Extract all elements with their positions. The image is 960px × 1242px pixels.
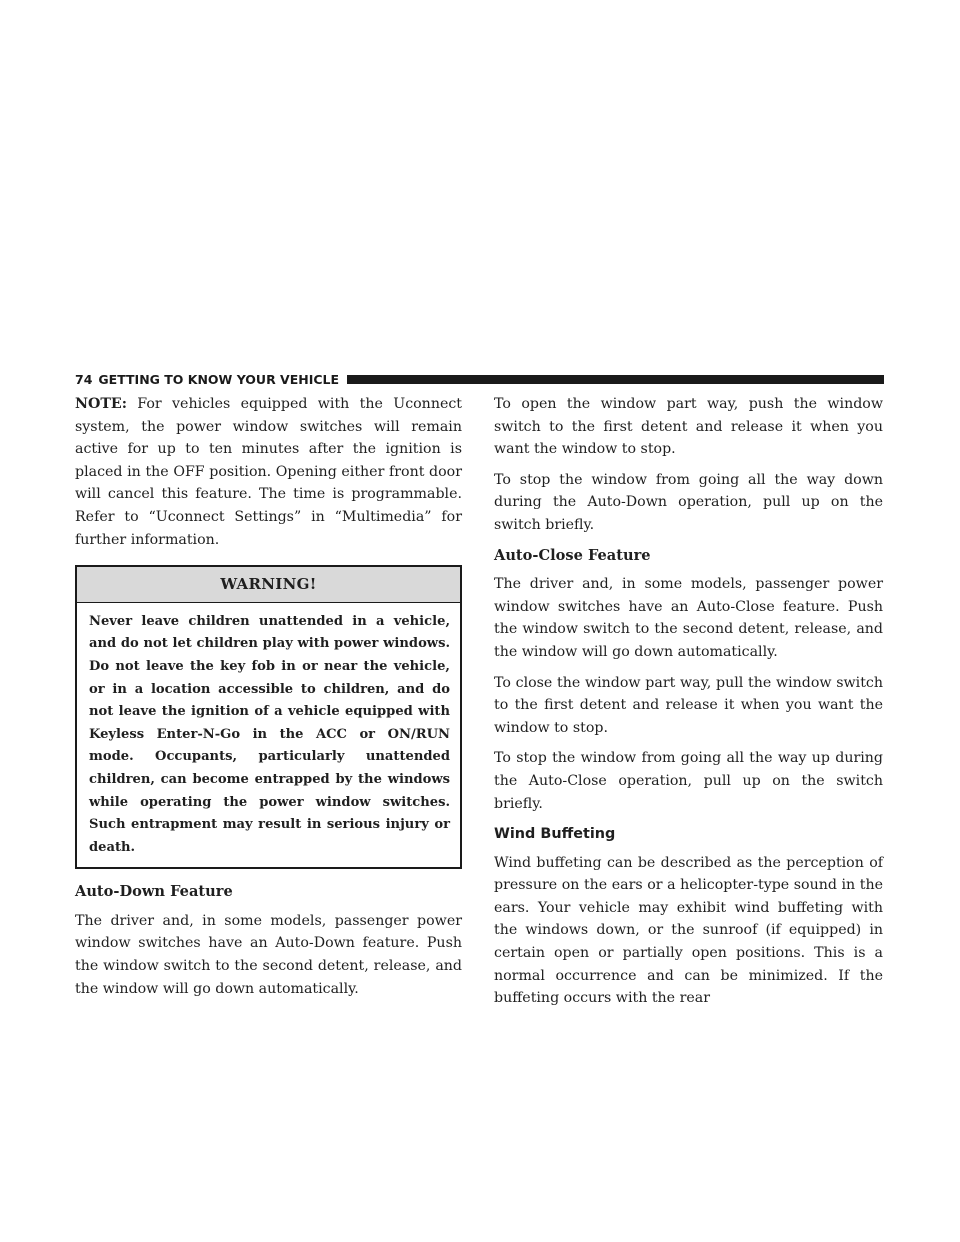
right-column bbox=[494, 393, 883, 1018]
stop-up-paragraph: To stop the window from going all the way up during the Auto-Close operation, pull up on the switch briefly. bbox=[494, 750, 883, 812]
close-part-way-paragraph: To close the window part way, pull the window switch to the first detent and release it when you want the window to stop. bbox=[494, 674, 883, 736]
header-rule bbox=[347, 375, 884, 384]
open-part-way-paragraph: To open the window part way, push the window switch to the first detent and release it when you want the window to stop. bbox=[494, 396, 883, 458]
warning-text: Never leave children unattended in a vehicle, and do not let children play with power windows. Do not leave the key fob in or near the vehicle, or in a location accessible to children, and do not leave the ignition of a vehicle equipped with Keyless Enter-N-Go in the ACC or ON/RUN mode. Occupants, particularly unattended children, can become entrapped by the windows while operating the power window switches. Such entrapment may result in serious injury or death. bbox=[89, 613, 450, 855]
auto-close-paragraph: The driver and, in some models, passenger power window switches have an Auto-Close feature. Push the window switch to the second detent, release, and the window will go down automatically. bbox=[494, 576, 883, 660]
warning-title: WARNING! bbox=[77, 567, 460, 603]
note-label: NOTE: bbox=[75, 396, 127, 412]
left-column bbox=[75, 393, 462, 1008]
note-text: For vehicles equipped with the Uconnect system, the power window switches will remain active for up to ten minutes after the ignition is placed in the OFF position. Opening either front door will cancel this feature. The time is programmable. Refer to “Uconnect Settings” in “Multimedia” for further information. bbox=[75, 396, 463, 548]
note-paragraph bbox=[75, 393, 462, 551]
auto-down-heading: Auto-Down Feature bbox=[75, 883, 233, 901]
stop-down-paragraph: To stop the window from going all the way down during the Auto-Down operation, pull up on the switch briefly. bbox=[494, 471, 883, 533]
wind-buffeting-paragraph: Wind buffeting can be described as the perception of pressure on the ears or a helicopter-type sound in the ears. Your vehicle may exhibit wind buffeting with the windows down, or the sunroof (if equipped) in certain open or partially open positions. This is a normal occurrence and can be minimized. If the buffeting occurs with the rear bbox=[494, 854, 883, 1007]
section-title: GETTING TO KNOW YOUR VEHICLE bbox=[98, 371, 340, 387]
warning-box bbox=[75, 565, 462, 869]
wind-buffeting-heading: Wind Buffeting bbox=[494, 826, 616, 843]
auto-down-paragraph: The driver and, in some models, passenger power window switches have an Auto-Down feature. Push the window switch to the second detent, release, and the window will go down automatically. bbox=[75, 912, 462, 997]
page-number: 74 bbox=[75, 371, 93, 387]
auto-close-heading: Auto-Close Feature bbox=[494, 546, 651, 564]
page-header bbox=[75, 370, 884, 388]
